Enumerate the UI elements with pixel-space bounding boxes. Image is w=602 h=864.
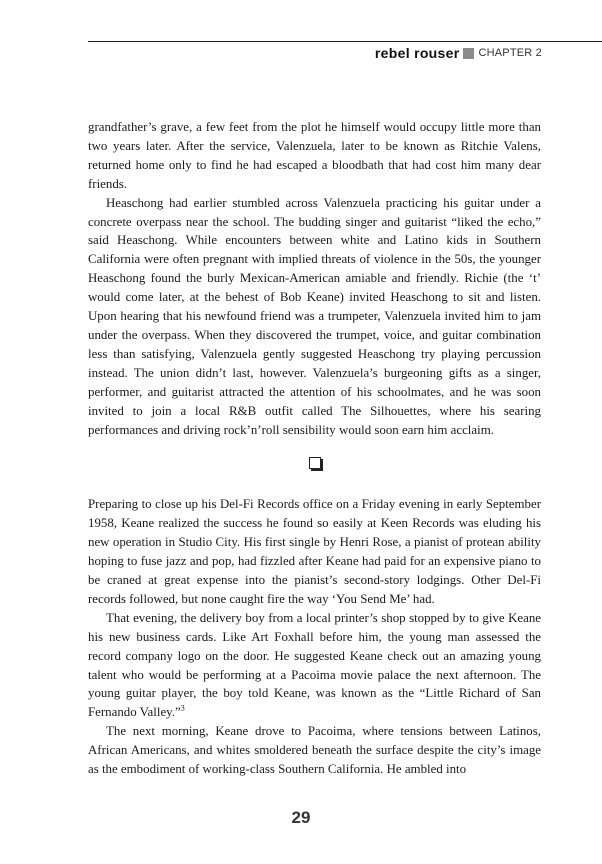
paragraph: The next morning, Keane drove to Pacoima, where tensions between Latinos, African Americans, and whites smoldered beneath the surface despite the city’s image as the embodiment of working-class Southern California. He ambled into [88, 724, 541, 777]
section-break [88, 441, 541, 491]
paragraph: grandfather’s grave, a few feet from the plot he himself would occupy little more than two years later. After the service, Valenzuela, later to be known as Ritchie Valens, returned home only to find he had escaped a bloodbath that had cost him many dear friends. [88, 120, 541, 191]
body-text [88, 118, 541, 779]
page-number: 29 [291, 808, 311, 827]
running-head-title: rebel rouser [374, 45, 460, 61]
paragraph: Heaschong had earlier stumbled across Valenzuela practicing his guitar under a concrete overpass near the school. The budding singer and guitarist “liked the echo,” said Heaschong. While encounters between white and Latino kids in Southern California were often pregnant with implied threats of violence in the 50s, the younger Heaschong found the burly Mexican-American amiable and friendly. Richie (the ‘t’ would come later, at the behest of Bob Keane) invited Heaschong to sit and listen. Upon hearing that his newfound friend was a trumpeter, Valenzuela invited him to jam under the overpass. When they discovered the trumpet, voice, and guitar combination less than satisfying, Valenzuela gently suggested Heaschong try playing percussion instead. The union didn’t last, however. Valenzuela’s burgeoning gifts as a singer, performer, and guitarist attracted the attention of his schoolmates, and he was soon invited to join a local R&B outfit called The Silhouettes, where his searing performances and driving rock’n’roll sensibility would soon earn him acclaim. [88, 195, 541, 437]
paragraph [88, 609, 541, 722]
square-bullet-icon [463, 48, 474, 59]
square-ornament-icon [309, 457, 321, 469]
running-head [375, 45, 542, 61]
paragraph-text: That evening, the delivery boy from a local printer’s shop stopped by to give Keane his new business cards. Like Art Foxhall before him, the young man assessed the record company logo on the door. He suggested Keane check out an amazing young talent who would be performing at a Pacoima movie palace the next afternoon. The young guitar player, the boy told Keane, was known as the “Little Richard of San Fernando Valley.” [88, 610, 541, 720]
footnote-marker: 3 [180, 704, 185, 714]
paragraph: Preparing to close up his Del-Fi Records office on a Friday evening in early September 1958, Keane realized the success he found so easily at Keen Records was eluding his new operation in Studio City. His first single by Henri Rose, a pianist of protean ability hoping to fuse jazz and pop, had fizzled after Keane had paid for an expensive piano to be craned at great expense into the pianist’s second-story lodgings. Other Del-Fi records followed, but none caught fire the way ‘You Send Me’ had. [88, 497, 541, 606]
header-rule [88, 41, 602, 42]
running-head-chapter: CHAPTER 2 [478, 47, 542, 59]
